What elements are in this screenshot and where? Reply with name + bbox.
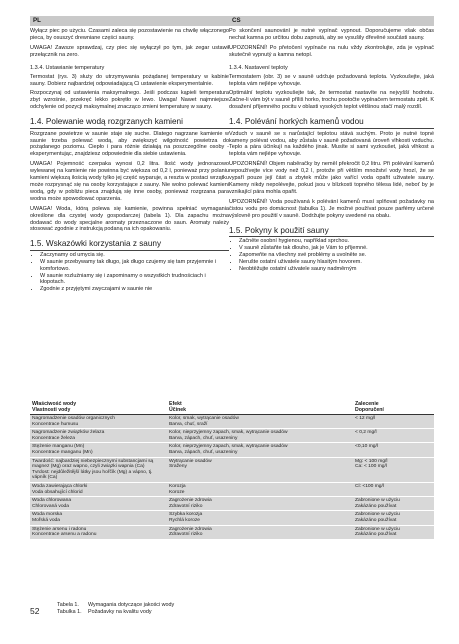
divider bbox=[229, 236, 434, 237]
polish-column bbox=[30, 16, 229, 293]
table-row bbox=[30, 511, 434, 525]
list-item: • Zaczynamy od umycia się. bbox=[40, 252, 229, 259]
caption-label-cs: Tabulka 1. bbox=[57, 609, 82, 615]
cell-property: Twardość: najbardziej niebezpiecznymi substancjami są magnez (Mg) oraz wapno, czyli związki wapnia (Ca) Tvrdost: nejdůležitější látky jsou hořčík (Mg) a vápno, tj. vápník (Ca) bbox=[30, 457, 167, 482]
cell-effect: Kolor, smak, wytrącanie osadów Barva, chuť, sraží bbox=[167, 415, 353, 429]
cell-property: Nagromadzenie osadów organicznych Koncentrace humusu bbox=[30, 415, 167, 429]
warning-paragraph: UWAGA! Woda, którą polewa się kamienie, powinna spełniać wymagania określone dla czystej wody gospodarczej (tabela 1). Dla zapachu można dodawać do wody specjalne aromaty przeznaczone do saun. Aromaty należy stosować zgodnie z instrukcją podaną na ich opakowaniu. bbox=[30, 205, 229, 233]
section-heading-15: 1.5. Wskazówki korzystania z sauny bbox=[30, 239, 162, 249]
cell-effect: Kolor, nieprzyjemny zapach, smak, wytrącanie osadów Barva, zápach, chuť, usazeniny bbox=[167, 429, 353, 443]
header-recommendation: Zalecenie Doporučení bbox=[353, 400, 434, 415]
header-effect: Efekt Účinek bbox=[167, 400, 353, 415]
paragraph: Vzduch v sauně se s narůstající teplotou stává suchým. Proto je nutné topné kameny polévat vodou, aby zůstala v sauně požadovaná úroveň vlhkosti vzduchu. Teplo a pára účinkují na každého jinak. Musíte si sami vyzkoušet, jaká vlhkost a teplota vám nejlépe vyhovuje. bbox=[229, 130, 434, 158]
caption-text-cs: Požadavky na kvalitu vody bbox=[88, 609, 152, 615]
divider bbox=[30, 128, 229, 129]
page-number: 52 bbox=[30, 606, 40, 616]
list-item: • Zapomeňte na všechny své problémy a uvolněte se. bbox=[239, 252, 434, 259]
caption-text-pl: Wymagania dotyczące jakości wody bbox=[88, 602, 175, 608]
language-label-pl: PL bbox=[30, 16, 229, 26]
section-heading-134: 1.3.4. Nastavení teploty bbox=[229, 64, 288, 71]
cell-effect: Zagrożenie zdrowia Zdravotní riziko bbox=[167, 497, 353, 511]
warning-paragraph: UPOZORNĚNÍ! Po přetočení vypínače na nulu vždy zkontrolujte, zda je vypínač skutečně vypnutý a kamna netopí. bbox=[229, 44, 434, 58]
section-heading-15: 1.5. Pokyny k použití sauny bbox=[229, 225, 329, 235]
cell-property: Woda zawierająca chlorki Voda obsahující chlorid bbox=[30, 482, 167, 496]
paragraph: Optimální teplotu vyzkoušejte tak, že termostat nastavíte na nejvyšší hodnotu. Začne-li vám být v sauně příliš horko, trochu pootočte vypínačem termostatu zpět. K dosažení příjemného pocitu v oblasti vysokých teplot většinou stačí malý rozdíl. bbox=[229, 90, 434, 111]
cell-recommendation: Zabronione w użyciu Zakázáno používat bbox=[353, 525, 434, 539]
tips-list-pl bbox=[30, 252, 229, 293]
list-item: • Neobtěžujte ostatní uživatele sauny nadměrným bbox=[239, 266, 434, 273]
cell-effect: Korozja Koroze bbox=[167, 482, 353, 496]
warning-paragraph: UPOZORNĚNÍ! Objem naběračky by neměl překročit 0,2 litru. Při polévání kamenů nepoužívejte více vody než 0,2 l, protože při větším množství vody hrozí, že se vypaří pouze její část a zbytek může jako vařící voda opařit uživatele sauny. Kameny nikdy nepolévejte, pokud jsou v blízkosti topného tělesa lidé, neboť by je vznikající pára mohla opařit. bbox=[229, 161, 434, 195]
cell-property: Stężenie arsenu i radonu Koncentrace arsenu a radonu bbox=[30, 525, 167, 539]
table-row bbox=[30, 525, 434, 539]
section-heading-134: 1.3.4. Ustawianie temperatury bbox=[30, 64, 105, 71]
list-item: • W saunie przebywamy tak długo, jak długo czujemy się tam przyjemnie i komfortowo. bbox=[40, 259, 229, 273]
divider bbox=[30, 250, 229, 251]
table-header-row bbox=[30, 400, 434, 415]
list-item: • Nerušte ostatní uživatele sauny hlasitým hovorem. bbox=[239, 259, 434, 266]
warning-paragraph: UPOZORNĚNÍ! Voda používaná k polévání kamenů musí splňovat požadavky na čistou vodu pro domácnost (tabulka 1). Je možné používat pouze parfémy určené výslovně pro použití v sauně. Dodržujte pokyny uvedené na obalu. bbox=[229, 198, 434, 219]
cell-property: Woda morska Mořská voda bbox=[30, 511, 167, 525]
divider bbox=[229, 128, 434, 129]
table-row bbox=[30, 457, 434, 482]
cell-property: Woda chlorowana Chlorovaná voda bbox=[30, 497, 167, 511]
paragraph: Wyłącz piec po użyciu. Czasami zaleca się pozostawienie na chwilę włączonego pieca, by osuszyć drewniane części sauny. bbox=[30, 28, 229, 41]
table-row bbox=[30, 497, 434, 511]
cell-effect: Kolor, nieprzyjemny zapach, smak, wytrącanie osadów Barva, zápach, chuť, usazeniny bbox=[167, 443, 353, 457]
cell-recommendation: Cl: <100 mg/l bbox=[353, 482, 434, 496]
water-quality-table bbox=[30, 400, 434, 540]
table-row bbox=[30, 443, 434, 457]
czech-column bbox=[229, 16, 434, 273]
cell-recommendation: Zabronione w użyciu Zakázáno používat bbox=[353, 497, 434, 511]
paragraph: Termostat (rys. 3) służy do utrzymywania pożądanej temperatury w kabinie sauny. Dobierz najbardziej odpowiadającą Ci ustawienie eksperymentalnie. bbox=[30, 73, 229, 87]
table-row bbox=[30, 429, 434, 443]
section-heading-14: 1.4. Polévání horkých kamenů vodou bbox=[229, 117, 364, 127]
language-label-cs: CS bbox=[229, 16, 434, 26]
cell-effect: Wytrącanie osadów Sraženy bbox=[167, 457, 353, 482]
cell-property: Stężenie manganu (Mn) Koncentrace manganu (Mn) bbox=[30, 443, 167, 457]
table-row bbox=[30, 482, 434, 496]
cell-property: Nagromadzenie związków żelaza Koncentrace železa bbox=[30, 429, 167, 443]
caption-label-pl: Tabela 1. bbox=[57, 602, 79, 608]
cell-effect: Zagrożenie zdrowia Zdravotní riziko bbox=[167, 525, 353, 539]
list-item: • Zgodnie z przyjętymi zwyczajami w saunie nie bbox=[40, 286, 229, 293]
cell-recommendation: <0,10 mg/l bbox=[353, 443, 434, 457]
paragraph: Termostatem (obr. 3) se v sauně udržuje požadovaná teplota. Vyzkoušejte, jaká teplota vám nejlépe vyhovuje. bbox=[229, 73, 434, 87]
cell-effect: Szybka korozja Rychlá koroze bbox=[167, 511, 353, 525]
cell-recommendation: Mg: < 100 mg/l Ca: < 100 mg/l bbox=[353, 457, 434, 482]
header-property: Właściwość wody Vlastnosti vody bbox=[30, 400, 167, 415]
cell-recommendation: Zabronione w użyciu Zakázáno používat bbox=[353, 511, 434, 525]
paragraph: Po skončení saunování je nutné vypínač vypnout. Doporučujeme však občas nechat kamna po určitou dobu zapnutá, aby se vysušily dřevěné součásti sauny. bbox=[229, 28, 434, 41]
table-caption bbox=[57, 602, 174, 616]
table-body bbox=[30, 415, 434, 540]
section-heading-14: 1.4. Polewanie wodą rozgrzanych kamieni bbox=[30, 117, 183, 127]
paragraph: Rozpoczynaj od ustawienia maksymalnego. Jeśli podczas kąpieli temperatura zbyt wzrośnie, przekręć lekko pokrętło w lewo. Uwaga! Nawet najmniejsze odchylenie od pozycji maksymalnej znacząco zmieni temperaturę w sauny. bbox=[30, 90, 229, 111]
paragraph: Rozgrzane powietrze w saunie staje się suche. Dlatego nagrzane kamienie w saunie trzeba polewać wodą, aby zwiększyć wilgotność powietrza do pożądanego poziomu. Ciepło i para różnie działają na poszczególne osoby - eksperymentując, znajdziesz odpowiednie dla siebie ustawienia. bbox=[30, 130, 229, 158]
list-item: • V sauně zůstaňte tak dlouho, jak je Vám to příjemné. bbox=[239, 245, 434, 252]
list-item: • W saunie rozluźniamy się i zapominamy o wszystkich trudnościach i kłopotach. bbox=[40, 273, 229, 287]
warning-paragraph: UWAGA! Pojemność czerpaka wynosi 0,2 litra. Ilość wody jednorazowo wylewanej na kamienie nie powinna być większa od 0,2 l, ponieważ przy polaniu kamieni większą ilością wody tylko jej część wyparuje, a reszta w postaci wrzątku może rozprysnąć się na osoby korzystające z sauny. Nie wolno polewać kamieni wodą, gdy w pobliżu pieca znajdują się inne osoby, ponieważ rozgrzana para wodna może spowodować oparzenia. bbox=[30, 161, 229, 202]
warning-paragraph: UWAGA! Zawsze sprawdzaj, czy piec się wyłączył po tym, jak zegar ustawił przełącznik na zero. bbox=[30, 44, 229, 58]
tips-list-cs bbox=[229, 238, 434, 273]
list-item: • Začněte osobní hygienou, například sprchou. bbox=[239, 238, 434, 245]
cell-recommendation: < 0,2 mg/l bbox=[353, 429, 434, 443]
table-row bbox=[30, 415, 434, 429]
cell-recommendation: < 12 mg/l bbox=[353, 415, 434, 429]
